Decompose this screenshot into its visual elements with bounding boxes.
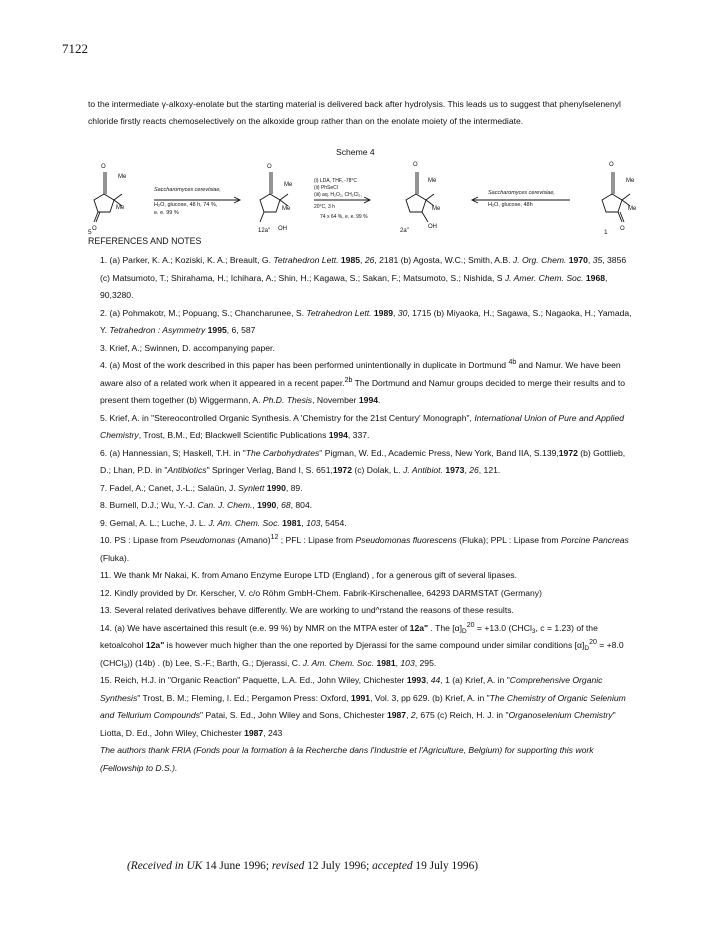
reference-6: 6. (a) Hannessian, S; Haskell, T.H. in "The Carbohydrates" Pigman, W. Ed., Academic Press, New York, Band IIA, S.139,1972 (b) Gottlieb, D.; Lhan, P.D. in "Antibiotics" Springer Verlag, Band I, S. 651,1972 (c) Dolak, L. J. Antibiot. 1973, 26, 121. — [100, 447, 626, 475]
compound-2a-methyl-2: Me — [432, 206, 441, 212]
reference-4: 4. (a) Most of the work described in this paper has been performed unintentionally in duplicate in Dortmund $^{4b}$ and Namur. We have been aware also of a related work when it appeared in a recent paper.$^{2b}$ The Dortmund and Namur groups decided to merge their results and to present them together (b) Wiggermann, A. Ph.D. Thesis, November 1994. — [100, 359, 626, 405]
acknowledgement: The authors thank FRIA (Fonds pour la formation à la Recherche dans l'Industrie et l'Agriculture, Belgium) for supporting this work (Fellowship to D.S.). — [100, 745, 594, 773]
compound-5-oxygen-2: O — [92, 226, 97, 232]
step2-line-5: 74 x 64 %, e. e. 99 % — [320, 214, 368, 220]
compound-12a-oxygen: O — [267, 164, 272, 170]
compound-12a-hydroxyl: OH — [278, 226, 287, 232]
reference-13: 13. Several related derivatives behave differently. We are working to und^rstand the reasons of these results. — [100, 605, 514, 615]
step2-line-3: (iii) aq. H₂O₂, CH₂Cl₂, — [314, 192, 362, 198]
step3-reagent: Saccharomyces cerevisiae, — [488, 190, 555, 196]
references-list — [100, 252, 632, 777]
compound-5-oxygen: O — [101, 164, 106, 170]
reference-5: 5. Krief, A. in "Stereocontrolled Organic Synthesis. A 'Chemistry for the 21st Century' Monograph", International Union of Pure and Applied Chemistry, Trost, B.M., Ed; Blackwell Scientific Publications 1994, 337. — [100, 412, 625, 440]
reference-8: 8. Burnell, D.J.; Wu, Y.-J. Can. J. Chem., 1990, 68, 804. — [100, 500, 313, 510]
step2-line-4: 20°C, 3 h — [314, 204, 335, 210]
compound-12a-methyl: Me — [284, 182, 293, 188]
reference-10: 10. PS : Lipase from Pseudomonas (Amano)$^{12}$ ; PFL : Lipase from Pseudomonas fluorescens (Fluka); PPL : Lipase from Porcine Pancreas (Fluka). — [100, 534, 629, 563]
compound-2a-oxygen: O — [413, 162, 418, 168]
scheme-title: Scheme 4 — [336, 147, 375, 157]
compound-12a-methyl-2: Me — [282, 206, 291, 212]
reference-1: 1. (a) Parker, K. A.; Koziski, K. A.; Breault, G. Tetrahedron Lett. 1985, 26, 2181 (b) Agosta, W.C.; Smith, A.B. J. Org. Chem. 1970, 35, 3856 (c) Matsumoto, T.; Shirahama, H.; Ichihara, A.; Shin, H.; Kagawa, S.; Sakan, F.; Matsumoto, S.; Nishida, S J. Amer. Chem. Soc. 1968, 90,3280. — [100, 255, 627, 300]
compound-12a-label: 12a" — [258, 228, 271, 234]
step2-line-1: (i) LDA, THF, -78°C — [314, 178, 358, 184]
compound-5-methyl-2: Me — [116, 205, 125, 211]
reference-12: 12. Kindly provided by Dr. Kerscher, V. c/o Röhm GmbH-Chem. Fabrik-Kirschenallee, 64293 DARMSTAT (Germany) — [100, 587, 542, 598]
intro-paragraph: to the intermediate γ-alkoxy-enolate but the starting material is delivered back after hydrolysis. This leads us to suggest that phenylselenenyl chloride firstly reacts chemoselectively on the alkoxide group rather than on the enolate moiety of the intermediate. — [88, 99, 621, 126]
compound-1-methyl-2: Me — [628, 206, 637, 212]
reference-9: 9. Gemal, A. L.; Luche, J. L. J. Am. Chem. Soc. 1981, 103, 5454. — [100, 517, 347, 528]
reference-2: 2. (a) Pohmakotr, M.; Popuang, S.; Chancharunee, S. Tetrahedron Lett. 1989, 30, 1715 (b) Miyaoka, H.; Sagawa, S.; Nagaoka, H.; Yamada, Y. Tetrahedron : Asymmetry 1995, 6, 587 — [100, 307, 632, 335]
reaction-scheme — [88, 158, 648, 234]
reference-15: 15. Reich, H.J. in "Organic Reaction" Paquette, L.A. Ed., John Wiley, Chichester 1993, 44, 1 (a) Krief, A. in "Comprehensive Organic Synthesis" Trost, B. M.; Fleming, I. Ed.; Pergamon Press: Oxford, 1991, Vol. 3, pp 629. (b) Krief, A. in "The Chemistry of Organic Selenium and Tellurium Compounds" Patai, S. Ed., John Wiley and Sons, Chichester 1987, 2, 675 (c) Reich, H. J. in "Organoselenium Chemistry" Liotta, D. Ed., John Wiley, Chichester 1987, 243 — [100, 675, 626, 738]
compound-2a-methyl: Me — [428, 178, 437, 184]
step1-conditions: H₂O, glucose, 48 h, 74 %, — [154, 202, 218, 208]
page-number: 7122 — [62, 41, 88, 56]
reference-7: 7. Fadel, A.; Canet, J.-L.; Salaün, J. Synlett 1990, 89. — [100, 482, 303, 493]
step3-conditions: H₂O, glucose, 48h — [488, 202, 533, 208]
reference-3: 3. Krief, A.; Swinnen, D. accompanying paper. — [100, 342, 275, 353]
compound-2a-label: 2a" — [400, 228, 409, 234]
compound-1-oxygen: O — [609, 162, 614, 168]
compound-1-label: 1 — [604, 229, 608, 234]
references-heading: REFERENCES AND NOTES — [88, 236, 202, 246]
compound-1-methyl: Me — [626, 178, 635, 184]
compound-5-methyl: Me — [118, 174, 127, 180]
reference-14: 14. (a) We have ascertained this result (e.e. 99 %) by NMR on the MTPA ester of 12a" . The $[\alpha]_D^{20} = +13.0$ (CHCl$_3$, c = 1.23) of the ketoalcohol 12a" is however much higher than the one reported by Djerassi for the same compound under similar conditions $[\alpha]_D^{20} = +8.0$ (CHCl$_3$)) (14b) . (b) Lee, S.-F.; Barth, G.; Djerassi, C. J. Am. Chem. Soc. 1981, 103, 295. — [100, 621, 624, 670]
step1-reagent: Saccharomyces cerevisiae, — [154, 187, 221, 193]
received-dates: (Received in UK 14 June 1996; revised 12 July 1996; accepted 19 July 1996) — [127, 860, 479, 872]
reference-11: 11. We thank Mr Nakai, K. from Amano Enzyme Europe LTD (England) , for a generous gift of several lipases. — [100, 570, 517, 580]
compound-2a-hydroxyl: OH — [428, 224, 437, 230]
compound-1-oxygen-2: O — [620, 226, 625, 232]
step2-line-2: (ii) PhSeCl — [314, 185, 338, 191]
compound-5-label: 5 — [88, 229, 92, 234]
step1-ee: e. e. 99 % — [154, 210, 179, 216]
